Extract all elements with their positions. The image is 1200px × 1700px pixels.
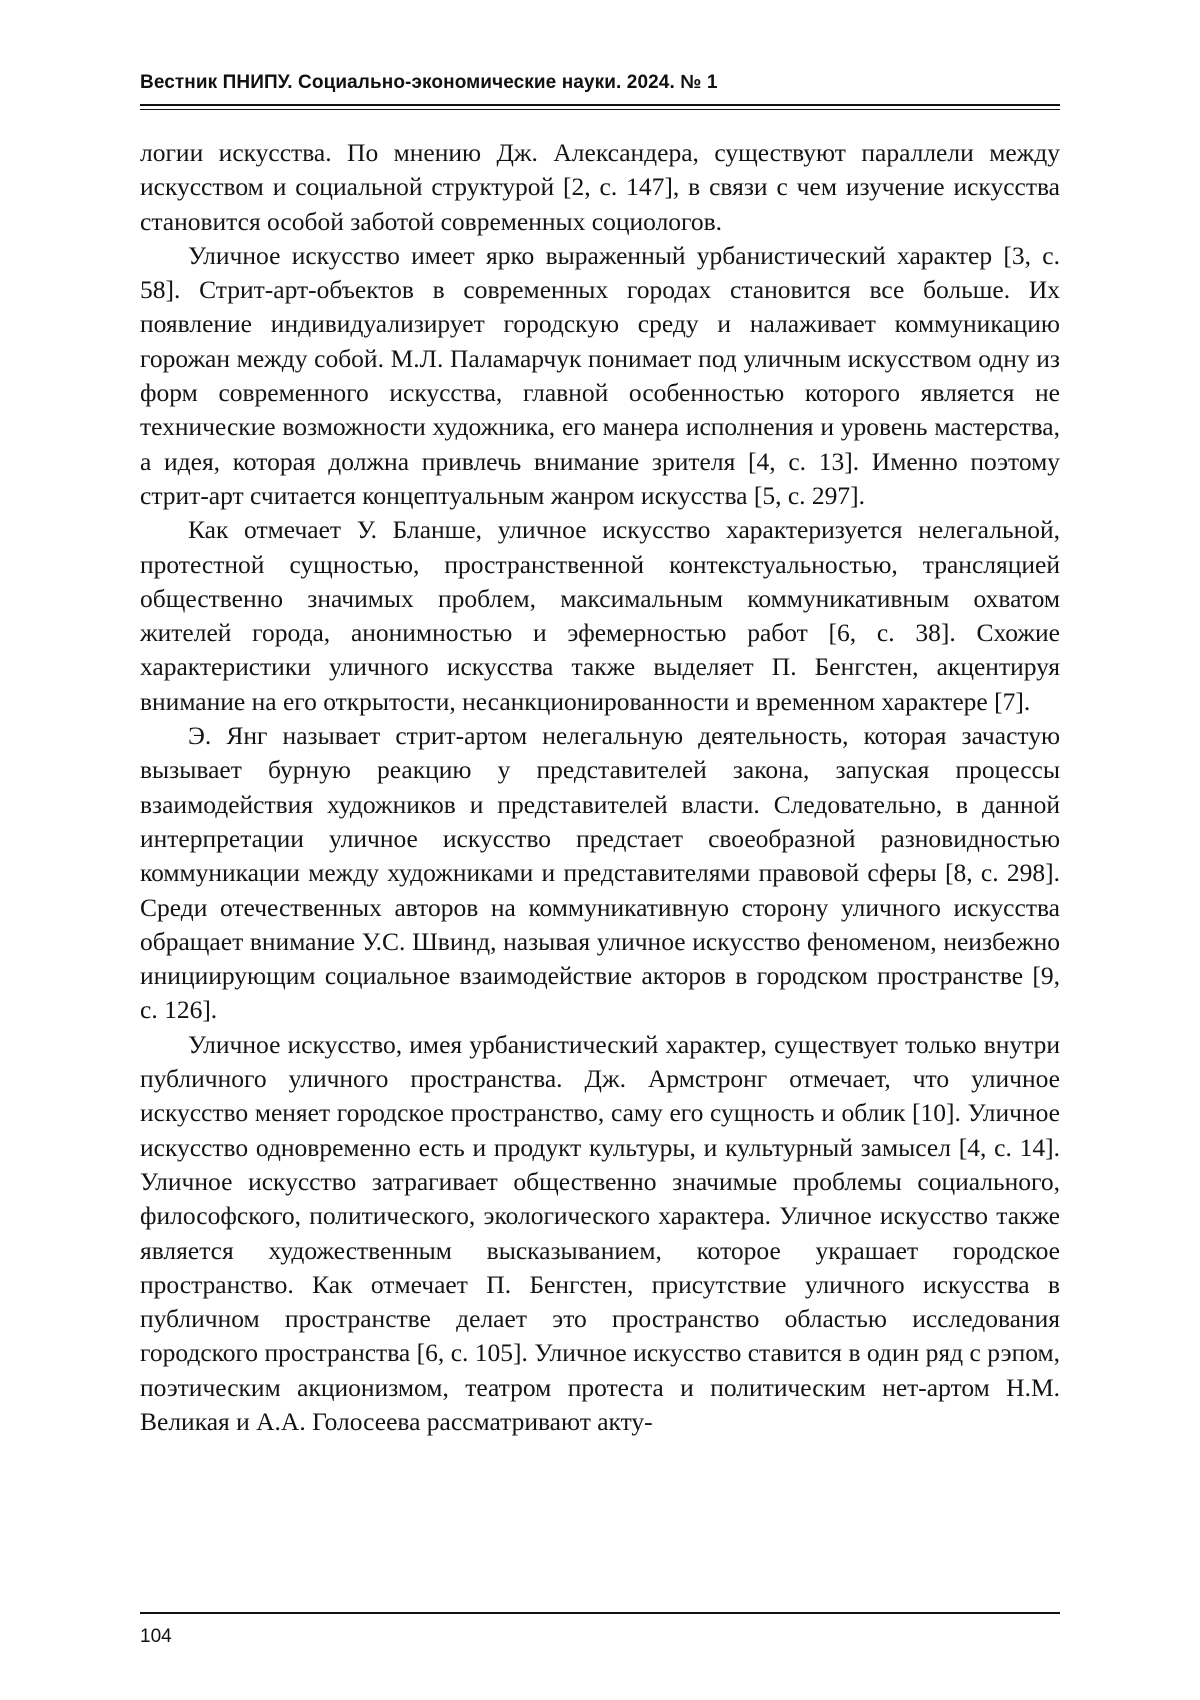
paragraph: Э. Янг называет стрит-артом нелегальную деятельность, которая зачастую вызывает бурную реакцию у представителей закона, запуская процессы взаимодействия художников и представителей власти. Следовательно, в данной интерпретации уличное искусство предстает своеобразной разновидностью коммуникации между художниками и представителями правовой сферы [8, с. 298]. Среди отечественных авторов на коммуникативную сторону уличного искусства обращает внимание У.С. Швинд, называя уличное искусство феноменом, неизбежно инициирующим социальное взаимодействие акторов в городском пространстве [9, с. 126]. [140, 721, 1060, 1025]
paragraph: Уличное искусство, имея урбанистический характер, существует только внутри публичного уличного пространства. Дж. Армстронг отмечает, что уличное искусство меняет городское пространство, саму его сущность и облик [10]. Уличное искусство одновременно есть и продукт культуры, и культурный замысел [4, с. 14]. Уличное искусство затрагивает общественно значимые проблемы социального, философского, политического, экологического характера. Уличное искусство также является художественным высказыванием, которое украшает городское пространство. Как отмечает П. Бенгстен, присутствие уличного искусства в публичном пространстве делает это пространство областью исследования городского пространства [6, с. 105]. Уличное искусство ставится в один ряд с рэпом, поэтическим акционизмом, театром протеста и политическим нет-артом Н.М. Великая и А.А. Голосеева рассматривают акту- [140, 1029, 1060, 1436]
page-number: 104 [140, 1626, 172, 1647]
body-text [140, 136, 1060, 1439]
paragraph: Как отмечает У. Бланше, уличное искусство характеризуется нелегальной, протестной сущностью, пространственной контекстуальностью, трансляцией общественно значимых проблем, максимальным коммуникативным охватом жителей города, анонимностью и эфемерностью работ [6, с. 38]. Схожие характеристики уличного искусства также выделяет П. Бенгстен, акцентируя внимание на его открытости, несанкционированности и временном характере [7]. [140, 515, 1060, 716]
page-footer [140, 1612, 1060, 1648]
page-content [140, 72, 1060, 1640]
header-rule [140, 104, 1060, 110]
paragraph: логии искусства. По мнению Дж. Александера, существуют параллели между искусством и социальной структурой [2, с. 147], в связи с чем изучение искусства становится особой заботой современных социологов. [140, 138, 1060, 236]
paragraph: Уличное искусство имеет ярко выраженный урбанистический характер [3, с. 58]. Стрит-арт-объектов в современных городах становится все больше. Их появление индивидуализирует городскую среду и налаживает коммуникацию горожан между собой. М.Л. Паламарчук понимает под уличным искусством одну из форм современного искусства, главной особенностью которого является не технические возможности художника, его манера исполнения и уровень мастерства, а идея, которая должна привлечь внимание зрителя [4, с. 13]. Именно поэтому стрит-арт считается концептуальным жанром искусства [5, с. 297]. [140, 240, 1060, 510]
running-head: Вестник ПНИПУ. Социально-экономические науки. 2024. № 1 [140, 72, 718, 93]
footer-rule [140, 1612, 1060, 1614]
